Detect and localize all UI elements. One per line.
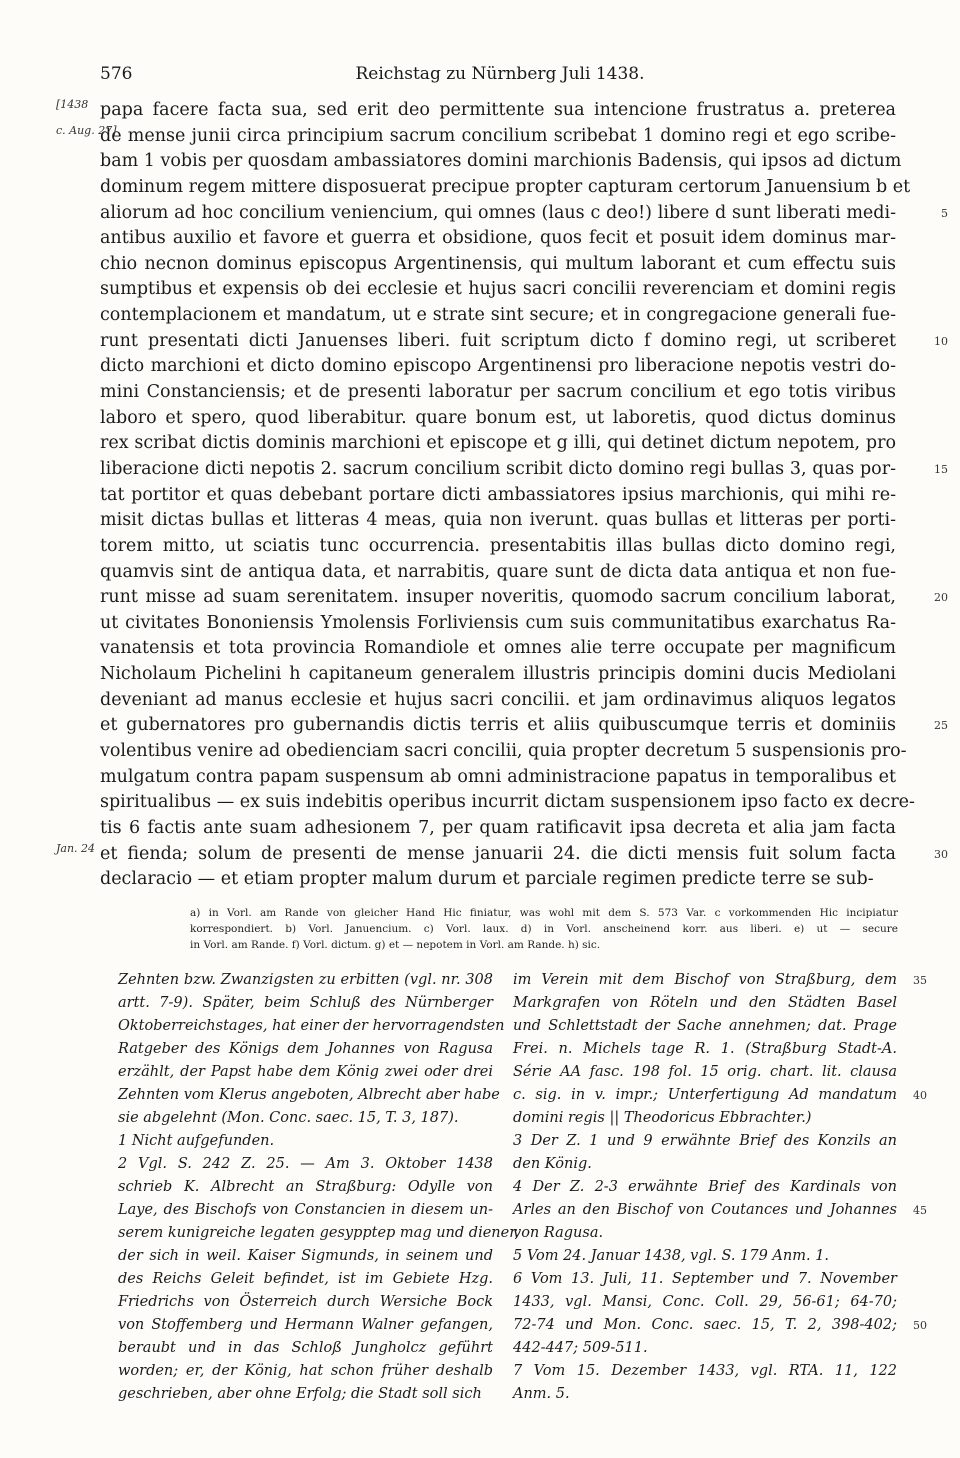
line-text: antibus auxilio et favore et guerra et obsidione, quos fecit et posuit idem dominus mar- (100, 228, 896, 249)
line-text: torem mitto, ut sciatis tunc occurrencia. presentabitis illas bullas dicto domino regi, (100, 535, 896, 556)
line-text: liberacione dicti nepotis 2. sacrum concilium scribit dicto domino regi bullas 3, quas por- (100, 458, 896, 479)
footnote-text: der sich in weil. Kaiser Sigmunds, in seinem und (118, 1248, 493, 1264)
footnote-text: erzählt, der Papst habe dem König zwei oder drei (118, 1064, 493, 1080)
footnote-text: 4 Der Z. 2-3 erwähnte Brief des Kardinals von (513, 1179, 897, 1195)
footnotes-left-column (118, 969, 520, 1406)
footnote-text: sie abgelehnt (Mon. Conc. saec. 15, T. 3, 187). (118, 1110, 459, 1126)
text-line (100, 329, 948, 355)
footnote-text: worden; er, der König, hat schon früher deshalb (118, 1363, 493, 1379)
marginal-date-note: Jan. 24 (56, 841, 96, 855)
footnote-line (513, 1199, 927, 1222)
footnote-text: domini regis || Theodoricus Ebbrachter.) (513, 1110, 812, 1126)
footnote-line (118, 1061, 493, 1084)
footnote-line (513, 1360, 897, 1383)
footnote-text: den König. (513, 1156, 592, 1172)
footnote-line (118, 1360, 493, 1383)
footnote-line (513, 1176, 897, 1199)
page-header (100, 64, 900, 92)
text-line (56, 123, 896, 150)
footnote-line (118, 1314, 493, 1337)
line-text: tis 6 factis ante suam adhesionem 7, per quam ratificavit ipsa decreta et alia jam facta (100, 817, 896, 838)
footnote-text: und Schlettstadt der Sache annehmen; dat. Prage (513, 1018, 897, 1034)
text-line (100, 688, 896, 714)
text-line (100, 508, 896, 534)
running-title: Reichstag zu Nürnberg Juli 1438. (355, 64, 645, 84)
apparatus-line: a) in Vorl. am Rande von gleicher Hand Hic finiatur, was wohl mit dem S. 573 Var. c vorkommenden Hic incipiatur (190, 907, 898, 919)
footnote-text: im Verein mit dem Bischof von Straßburg, dem (513, 972, 897, 988)
footnote-line (513, 969, 927, 992)
text-line (100, 303, 896, 329)
line-text: dominum regem mittere disposuerat precipue propter capturam certorum Januensium b et (100, 176, 911, 197)
apparatus-line: korrespondiert. b) Vorl. Januencium. c) Vorl. laux. d) in Vorl. anscheinend korr. aus liberi. e) ut — secure (190, 923, 898, 935)
footnote-line (118, 1038, 493, 1061)
line-number: 50 (913, 1319, 927, 1332)
line-text: de mense junii circa principium sacrum concilium scribebat 1 domino regi et ego scribe- (100, 125, 896, 146)
footnotes-right-column (513, 969, 927, 1406)
line-text: laboro et spero, quod liberabitur. quare bonum est, ut laboretis, quod dictus dominus (100, 407, 896, 428)
text-line (100, 354, 896, 380)
footnote-text: Friedrichs von Österreich durch Wersiche Bock (118, 1294, 493, 1310)
line-number: 25 (934, 719, 948, 733)
footnote-line (513, 1268, 897, 1291)
footnote-line (513, 1245, 897, 1268)
line-number: 30 (934, 847, 948, 861)
line-text: quamvis sint de antiqua data, et narrabitis, quare sunt de dicta data antiqua et non fue- (100, 561, 896, 582)
marginal-date-note: c. Aug. 27] (56, 123, 117, 137)
line-text: ut civitates Bononiensis Ymolensis Forliviensis cum suis communitatibus exarchatus Ra- (100, 612, 896, 633)
line-text: sumptibus et expensis ob dei ecclesie et hujus sacri concilii reverenciam et domini regis (100, 279, 896, 300)
line-text: et fienda; solum de presenti de mense januarii 24. die dicti mensis fuit solum facta (100, 843, 896, 864)
line-number: 20 (934, 591, 948, 605)
line-text: misit dictas bullas et litteras 4 meas, quia non iverunt. quas bullas et litteras per porti- (100, 510, 896, 531)
footnote-text: 1 Nicht aufgefunden. (118, 1133, 275, 1149)
footnote-line (118, 1245, 493, 1268)
footnote-line (513, 1337, 897, 1360)
footnote-line (513, 1061, 897, 1084)
text-line (100, 739, 907, 765)
footnote-line (513, 1222, 897, 1245)
text-line (100, 483, 896, 509)
critical-apparatus (190, 905, 898, 953)
line-number: 40 (913, 1089, 927, 1102)
line-text: aliorum ad hoc concilium veniencium, qui omnes (laus c deo!) libere d sunt liberati medi- (100, 202, 896, 223)
footnote-line (118, 1015, 505, 1038)
text-line (100, 226, 896, 252)
footnote-line (118, 1107, 493, 1130)
text-line (100, 534, 896, 560)
text-line (100, 560, 896, 586)
line-text: mini Constanciensis; et de presenti laboratur per sacrum concilium et ego totis viribus (100, 382, 896, 403)
footnote-text: 7 Vom 15. Dezember 1433, vgl. RTA. 11, 122 (513, 1363, 897, 1379)
text-line (100, 867, 896, 893)
footnote-line (513, 1314, 927, 1337)
footnote-line (513, 1291, 897, 1314)
line-text: tat portitor et quas debebant portare dicti ambassiatores ipsius marchionis, qui mihi re- (100, 484, 896, 505)
footnote-text: 5 Vom 24. Januar 1438, vgl. S. 179 Anm. 1. (513, 1248, 830, 1264)
line-number: 5 (941, 206, 948, 220)
text-line (100, 201, 948, 227)
footnote-line (118, 1383, 493, 1406)
text-line (100, 380, 896, 406)
line-text: declaracio — et etiam propter malum durum et parciale regimen predicte terre se sub- (100, 869, 874, 890)
footnote-text: 3 Der Z. 1 und 9 erwähnte Brief des Konzils an (513, 1133, 897, 1149)
footnote-line (118, 1153, 493, 1176)
footnote-line (513, 1038, 897, 1061)
line-text: deveniant ad manus ecclesie et hujus sacri concilii. et jam ordinavimus aliquos legatos (100, 689, 896, 710)
text-line (100, 585, 948, 611)
footnote-line (118, 969, 493, 992)
footnote-line (513, 1383, 897, 1406)
footnote-line (513, 1153, 897, 1176)
line-number: 10 (934, 334, 948, 348)
line-text: et gubernatores pro gubernandis dictis terris et aliis quibuscumque terris et dominiis (100, 715, 896, 736)
footnote-line (118, 1199, 493, 1222)
footnote-text: von Stoffemberg und Hermann Walner gefangen, (118, 1317, 493, 1333)
text-line (100, 406, 896, 432)
line-text: bam 1 vobis per quosdam ambassiatores domini marchionis Badensis, qui ipsos ad dictum (100, 151, 902, 172)
footnote-line (118, 1268, 493, 1291)
line-text: Nicholaum Pichelini h capitaneum generalem illustris principis domini ducis Mediolani (100, 664, 896, 685)
text-line (100, 175, 911, 201)
footnote-text: 442-447; 509-511. (513, 1340, 648, 1356)
text-line (100, 431, 896, 457)
text-line (100, 790, 915, 816)
footnote-line (118, 1222, 520, 1245)
footnote-text: von Ragusa. (513, 1225, 604, 1241)
footnote-text: Zehnten vom Klerus angeboten, Albrecht aber habe (118, 1087, 500, 1103)
line-number: 15 (934, 462, 948, 476)
footnote-text: Markgrafen von Röteln und den Städten Basel (513, 995, 897, 1011)
footnote-line (118, 1130, 493, 1153)
footnote-text: 72-74 und Mon. Conc. saec. 15, T. 2, 398-402; (513, 1317, 897, 1333)
apparatus-line: in Vorl. am Rande. f) Vorl. dictum. g) et — nepotem in Vorl. am Rande. h) sic. (190, 939, 601, 951)
line-text: rex scribat dictis dominis marchioni et episcope et g illi, qui detinet dictum nepotem, pro (100, 433, 896, 454)
footnote-line (118, 1291, 493, 1314)
footnote-text: schrieb K. Albrecht an Straßburg: Odylle von (118, 1179, 493, 1195)
footnote-line (513, 1015, 897, 1038)
line-number: 45 (913, 1204, 927, 1217)
footnote-text: artt. 7-9). Später, beim Schluß des Nürnberger (118, 995, 493, 1011)
text-line (100, 457, 948, 483)
line-text: mulgatum contra papam suspensum ab omni administracione papatus in temporalibus et (100, 766, 896, 787)
line-text: volentibus venire ad obedienciam sacri concilii, quia propter decretum 5 suspensionis pro- (100, 741, 907, 762)
marginal-date-note: [1438 (56, 98, 89, 111)
footnote-line (118, 1337, 493, 1360)
text-line (100, 149, 902, 175)
line-text: runt presentati dicti Januenses liberi. fuit scriptum dicto f domino regi, ut scriberet (100, 330, 896, 351)
text-line (100, 713, 948, 739)
footnote-text: Ratgeber des Königs dem Johannes von Ragusa (118, 1041, 493, 1057)
text-line (100, 611, 896, 637)
footnote-text: Anm. 5. (513, 1386, 570, 1402)
footnote-text: 2 Vgl. S. 242 Z. 25. — Am 3. Oktober 1438 (118, 1156, 493, 1172)
footnote-text: geschrieben, aber ohne Erfolg; die Stadt soll sich (118, 1386, 482, 1402)
footnote-text: des Reichs Geleit befindet, ist im Gebiete Hzg. (118, 1271, 493, 1287)
footnote-text: Série AA fasc. 198 fol. 15 orig. chart. lit. clausa (513, 1064, 897, 1080)
line-number: 35 (913, 974, 927, 987)
footnote-line (513, 1084, 927, 1107)
text-line (100, 277, 896, 303)
footnote-text: beraubt und in das Schloß Jungholcz geführt (118, 1340, 493, 1356)
page-number: 576 (100, 64, 133, 84)
footnote-line (118, 1176, 493, 1199)
line-text: papa facere facta sua, sed erit deo permittente sua intencione frustratus a. preterea (100, 100, 896, 120)
main-text-block (56, 98, 948, 893)
footnote-text: serem kunigreiche legaten gesypptер mag und diener, (118, 1225, 520, 1241)
footnote-line (118, 1084, 500, 1107)
text-line (100, 816, 896, 842)
footnote-line (513, 992, 897, 1015)
footnote-text: Oktoberreichstages, hat einer der hervorragendsten (118, 1018, 505, 1034)
line-text: spiritualibus — ex suis indebitis operibus incurrit dictam suspensionem ipso facto ex decre- (100, 792, 915, 813)
footnote-line (513, 1130, 897, 1153)
footnote-text: Arles an den Bischof von Coutances und Johannes (513, 1202, 897, 1218)
footnote-line (513, 1107, 897, 1130)
line-text: vanatensis et tota provincia Romandiole et omnes alie terre occupate per magnificum (100, 638, 896, 659)
footnote-line (118, 992, 493, 1015)
text-line (100, 252, 896, 278)
footnote-text: 6 Vom 13. Juli, 11. September und 7. November (513, 1271, 897, 1287)
footnote-text: Zehnten bzw. Zwanzigsten zu erbitten (vgl. nr. 308 (118, 972, 493, 988)
footnote-text: Frei. n. Michels tage R. 1. (Straßburg Stadt-A. (513, 1041, 897, 1057)
line-text: chio necnon dominus episcopus Argentinensis, qui multum laborant et cum effectu suis (100, 253, 896, 274)
footnote-text: Laye, des Bischofs von Constancien in diesem un- (118, 1202, 493, 1218)
text-line (56, 841, 948, 868)
line-text: dicto marchioni et dicto domino episcopo Argentinensi pro liberacione nepotis vestri do- (100, 356, 896, 377)
text-line (100, 765, 896, 791)
line-text: contemplacionem et mandatum, ut e strate sint secure; et in congregacione generali fue- (100, 305, 896, 326)
footnote-text: c. sig. in v. impr.; Unterfertigung Ad mandatum (513, 1087, 897, 1103)
text-line (56, 98, 896, 124)
footnote-text: 1433, vgl. Mansi, Conc. Coll. 29, 56-61; 64-70; (513, 1294, 897, 1310)
line-text: runt misse ad suam serenitatem. insuper noveritis, quomodo sacrum concilium laborat, (100, 587, 896, 608)
text-line (100, 636, 896, 662)
text-line (100, 662, 896, 688)
